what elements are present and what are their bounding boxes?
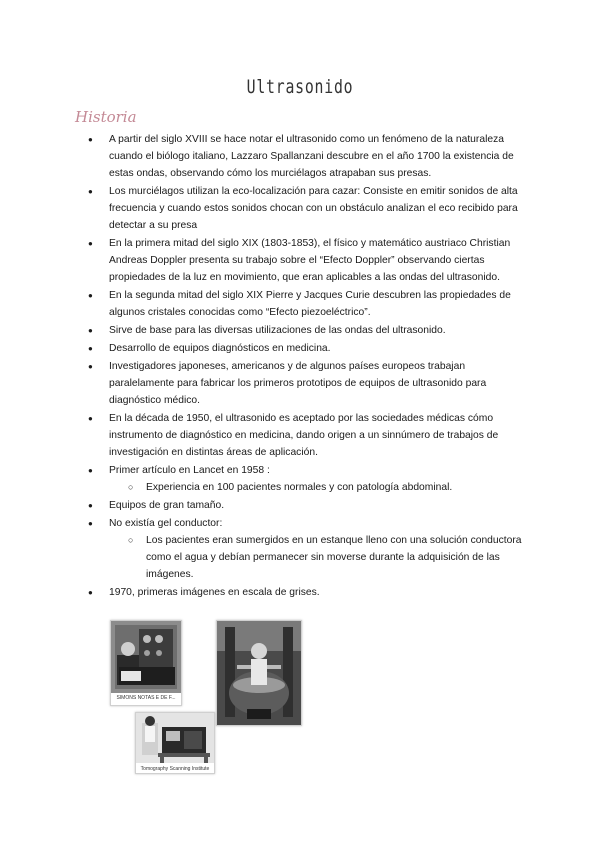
list-item [88,322,524,339]
list-item-text: Los murciélagos utilizan la eco-localización para cazar: Consiste en emitir sonidos de alta frecuencia y cuando estos sonidos chocan con un obstáculo analizan el eco recibido para detectar a su presa [109,186,518,231]
list-item-text: No existía gel conductor: [109,518,223,529]
list-item [88,183,524,234]
sub-list-item-text: Los pacientes eran sumergidos en un estanque lleno con una solución conductora como el agua y debían permanecer sin moverse durante la adquisición de las imágenes. [146,535,522,580]
photo-caption: SIMONS NOTAS E DE F... [116,695,176,701]
list-item [88,584,524,601]
historical-photo-scanner [135,712,215,774]
bullet-list [88,131,524,602]
list-item-text: Investigadores japoneses, americanos y de algunos países europeos trabajan paralelamente para fabricar los primeros prototipos de equipos de ultrasonido para diagnóstico médico. [109,361,487,406]
section-heading: Historia [75,108,137,126]
list-item-text: Primer artículo en Lancet en 1958 : [109,465,270,476]
photo-water-tank-image [217,621,301,725]
sub-list-item [109,479,524,496]
list-item [88,497,524,514]
list-item-text: En la segunda mitad del siglo XIX Pierre y Jacques Curie descubren las propiedades de algunos cristales conocidas como “Efecto piezoeléctrico”. [109,290,511,318]
list-item [88,287,524,321]
photo-caption: Tomography Scanning Institute [140,766,210,772]
list-item-text: En la década de 1950, el ultrasonido es aceptado por las sociedades médicas cómo instrumento de diagnóstico en medicina, dando origen a un sinnúmero de trabajos de investigación en distintas áreas de aplicación. [109,413,499,458]
list-item-text: En la primera mitad del siglo XIX (1803-1853), el físico y matemático austriaco Christian Andreas Doppler presenta su trabajo sobre el “Efecto Doppler” observando ciertas propiedades de la luz en movimiento, que eran aplicables a las ondas del ultrasonido. [109,238,511,283]
list-item [88,358,524,409]
list-item [88,515,524,583]
sub-list-item [109,532,524,583]
list-item-text: Equipos de gran tamaño. [109,500,225,511]
photo-equipment-image [111,621,181,693]
list-item-text: Sirve de base para las diversas utilizaciones de las ondas del ultrasonido. [109,325,446,336]
list-item [88,131,524,182]
list-item [88,462,524,496]
historical-photo-water-tank [216,620,302,726]
list-item-text: A partir del siglo XVIII se hace notar el ultrasonido como un fenómeno de la naturaleza cuando el biólogo italiano, Lazzaro Spallanzani descubre en el año 1700 la existencia de estas ondas, observando cómo los murciélagos atrapaban sus presas. [109,134,514,179]
sub-list [109,479,524,496]
list-item [88,235,524,286]
list-item-text: 1970, primeras imágenes en escala de grises. [109,587,320,598]
photo-scanner-image [136,713,214,763]
list-item [88,410,524,461]
historical-photo-equipment [110,620,182,706]
sub-list [109,532,524,583]
list-item [88,340,524,357]
page-title: Ultrasonido [246,76,354,98]
list-item-text: Desarrollo de equipos diagnósticos en medicina. [109,343,331,354]
sub-list-item-text: Experiencia en 100 pacientes normales y con patología abdominal. [146,482,453,493]
